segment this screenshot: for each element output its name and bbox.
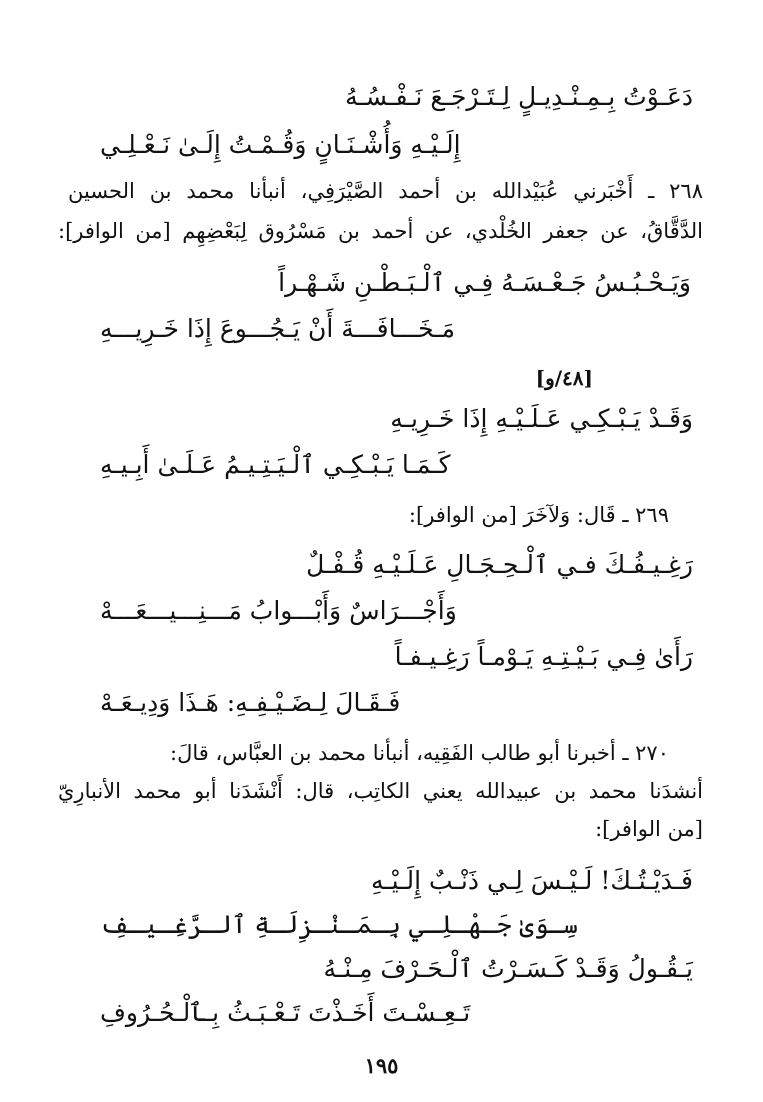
verse-line: وَقَـدْ يَـبْـكِـي عَـلَـيْـهِ إِذَا خَـرِيـهِ xyxy=(390,404,693,433)
verse-line: دَعَـوْتُ بِـمِـنْـدِيـلٍ لِـتَـرْجَـعَ نَـفْـسُـهُ xyxy=(345,82,693,111)
page-number: ١٩٥ xyxy=(364,1053,399,1078)
verse-line: سِـوَىٰ جَـهْـلِـي بِـمَـنْـزِلَـةِ ٱلـرَّغِـيـفِ xyxy=(100,910,578,939)
verse-line: فَـقَـالَ لِـضَـيْـفِـهِ: هَـذَا وَدِيـعَـهْ xyxy=(100,688,401,717)
prose-line: ٢٧٠ ـ أخبرنا أبو طالب الفَقِيه، أنبأنا محمد بن العبَّاس، قالَ: xyxy=(170,741,669,765)
verse-line: وَيَـحْـبُـسُ جَـعْـسَـهُ فِـي ٱلْـبَـطْـنِ شَـهْـراً xyxy=(278,268,691,297)
folio-marker: [٤٨/و] xyxy=(535,366,593,390)
prose-line: ٢٦٨ ـ أَخْبَرني عُبَيْدالله بن أحمد الصَّيْرَفِي، أنبأنا محمد بن الحسين xyxy=(68,179,703,203)
verse-line: تَـعِـسْـتَ أَخَـذْتَ تَـعْـبَـثُ بِـٱلْـحُـرُوفِ xyxy=(100,998,471,1027)
verse-line: إِلَـيْـهِ وَأُشْـنَـانٍ وَقُـمْـتُ إِلَـىٰ نَـعْـلِـي xyxy=(100,130,461,159)
verse-line: يَـقُـولُ وَقَـدْ كَـسَـرْتُ ٱلْـحَـرْفَ مِـنْـهُ xyxy=(323,954,693,983)
prose-line: ٢٦٩ ـ قَال: وَلآخَرَ [من الوافر]: xyxy=(408,503,669,527)
verse-line: كَـمَـا يَـبْـكِـي ٱلْـيَـتِـيـمُ عَـلَـىٰ أَبِـيـهِ xyxy=(100,450,451,479)
verse-line: رَأَىٰ فِـي بَـيْـتِـهِ يَـوْمـاً رَغِـيـفـاً xyxy=(394,642,693,671)
verse-line: وَأَجْـــرَاسٌ وَأَبْـــوابُ مَـــنِـــيـــعَـــهْ xyxy=(100,596,457,625)
prose-line: أنشدَنا محمد بن عبيدالله يعني الكاتِب، قال: أَنْشَدَنا أبو محمد الأنبارِيّ xyxy=(58,779,703,803)
verse-line: مَـخَـــافَـــةَ أَنْ يَـجُـــوعَ إِذَا خَـرِيـــهِ xyxy=(100,314,456,343)
verse-line: رَغِـيـفُـكَ فـي ٱلْـحِـجَـالِ عَـلَـيْـهِ قُـفْـلٌ xyxy=(306,550,693,579)
prose-line: الدَّقَّاقُ، عن جعفر الخُلْدي، عن أحمد بن مَسْرُوق لِبَعْضِهِم [من الوافر]: xyxy=(58,219,703,243)
prose-line: [من الوافر]: xyxy=(595,817,703,841)
verse-line: فَـدَيْـتُـكَ! لَـيْـسَ لِـي ذَنْـبٌ إِلَـيْـهِ xyxy=(370,866,693,895)
